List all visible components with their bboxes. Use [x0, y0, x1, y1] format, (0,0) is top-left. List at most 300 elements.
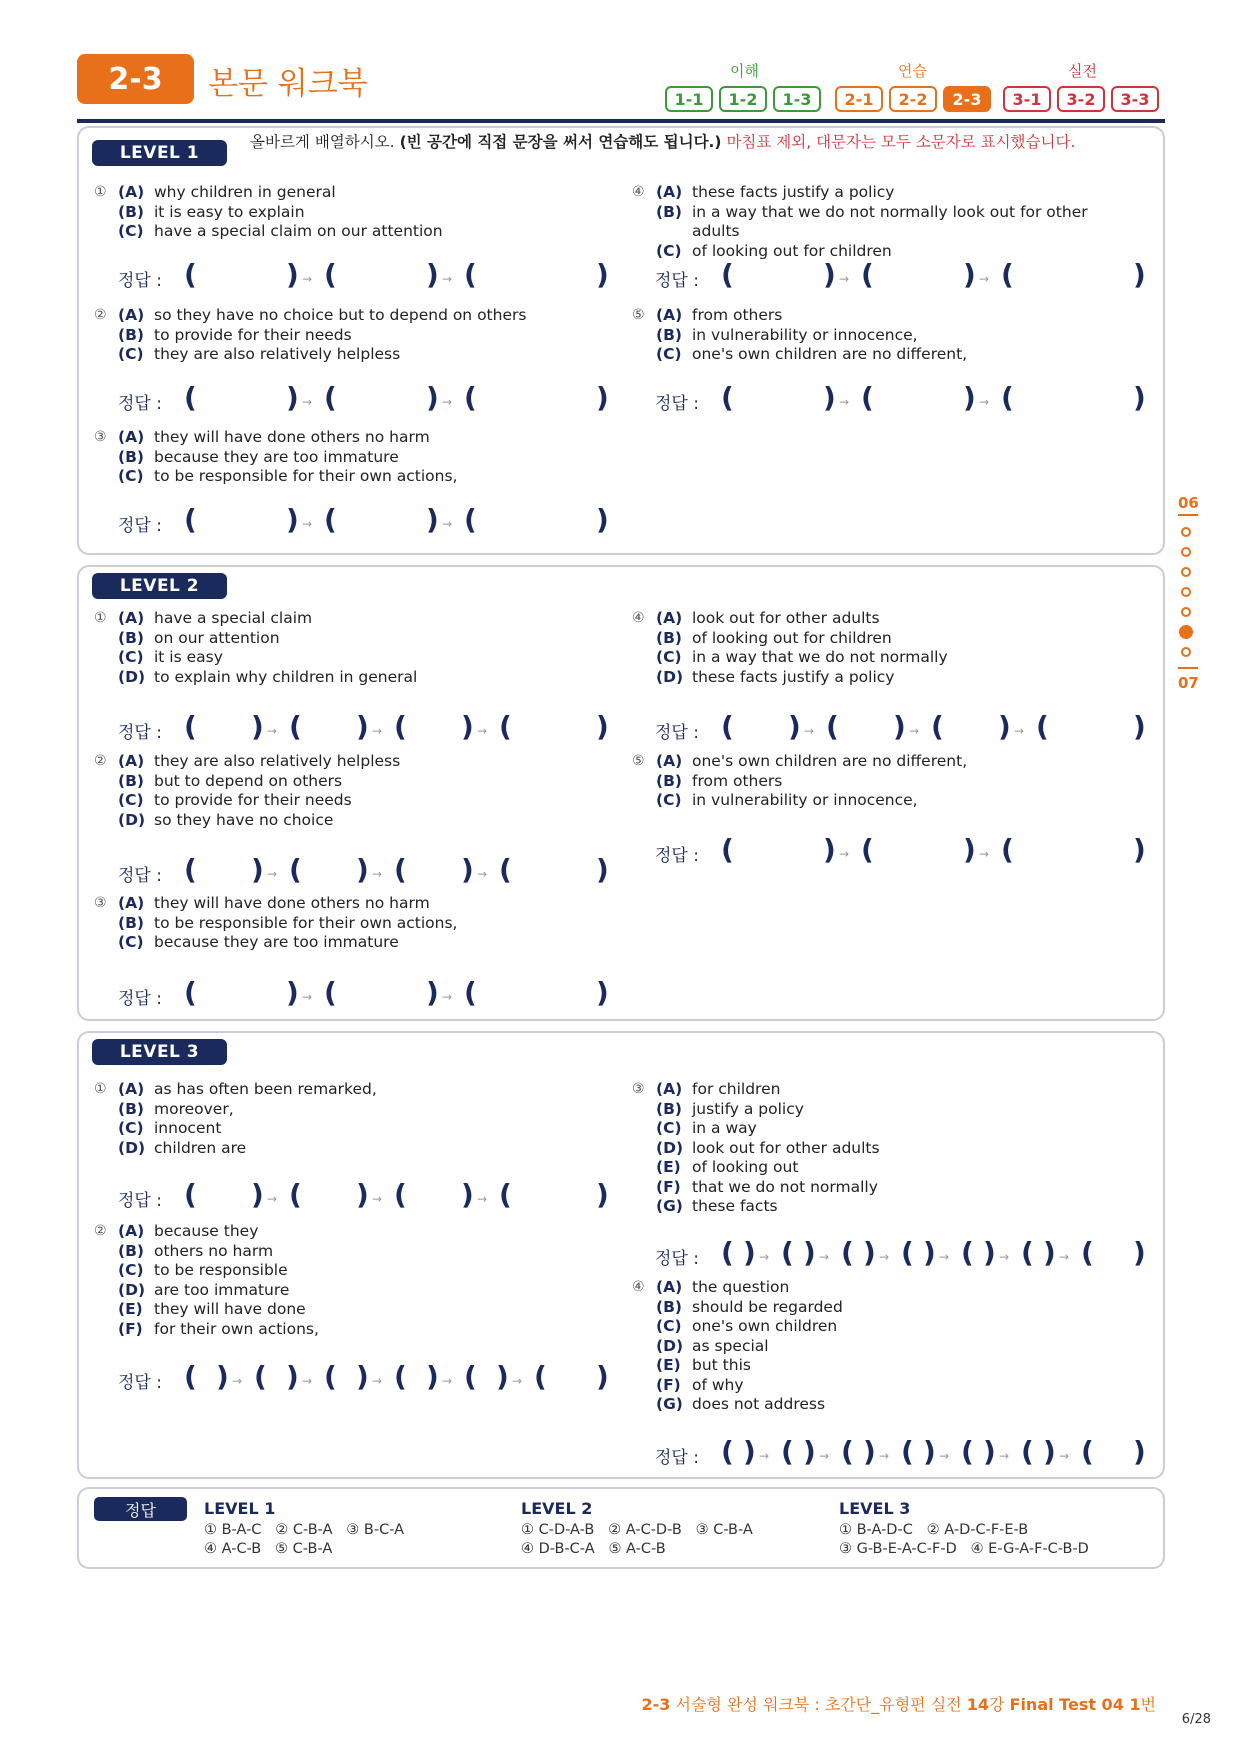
item-options: [118, 752, 400, 830]
close-paren: ): [923, 1435, 936, 1468]
option-text: in a way that we do not normally: [692, 648, 948, 666]
close-paren: ): [863, 1435, 876, 1468]
option-line: [656, 1395, 843, 1415]
close-paren: ): [286, 503, 299, 536]
option-line: [118, 1320, 319, 1340]
arrow-icon: →: [477, 867, 488, 881]
open-paren: (: [961, 1236, 974, 1269]
close-paren: ): [983, 1236, 996, 1269]
arrow-icon: →: [819, 1449, 830, 1463]
option-label: (D): [118, 1280, 146, 1299]
option-label: (C): [118, 1119, 144, 1137]
tab-1-3[interactable]: 1-3: [773, 86, 821, 112]
option-text: to be responsible: [154, 1261, 288, 1279]
open-paren: (: [464, 381, 477, 414]
option-line: [118, 1222, 319, 1242]
side-nav-line-bottom: [1178, 667, 1198, 669]
option-text: does not address: [692, 1395, 826, 1413]
item-options: [118, 609, 417, 687]
arrow-icon: →: [302, 395, 313, 409]
arrow-icon: →: [879, 1250, 890, 1264]
side-nav-dot[interactable]: [1181, 527, 1191, 537]
open-paren: (: [721, 710, 734, 743]
footer-test: Final Test 04 1: [1009, 1695, 1141, 1714]
option-label: (B): [656, 771, 682, 790]
tab-2-3[interactable]: 2-3: [943, 86, 991, 112]
group-label-real: 실전: [1068, 62, 1097, 80]
arrow-icon: →: [442, 517, 453, 531]
option-label: (B): [656, 1099, 682, 1118]
option-line: [118, 1242, 319, 1262]
option-line: [656, 609, 948, 629]
close-paren: ): [426, 381, 439, 414]
item-number: ⑤: [632, 307, 645, 323]
option-line: [118, 467, 457, 487]
option-line: [656, 1197, 880, 1217]
option-label: (A): [118, 894, 145, 912]
open-paren: (: [1001, 833, 1014, 866]
close-paren: ): [596, 1360, 609, 1393]
close-paren: ): [1043, 1236, 1056, 1269]
option-line: [656, 1376, 843, 1396]
footer-text2: 강: [988, 1695, 1010, 1714]
option-label: (A): [118, 428, 145, 446]
option-text: of looking out: [692, 1158, 799, 1176]
option-text: in vulnerability or innocence,: [692, 791, 918, 809]
option-line: [656, 1158, 880, 1178]
item-options: [656, 609, 948, 687]
option-line: [118, 894, 457, 914]
option-label: (C): [118, 467, 144, 485]
tab-3-1[interactable]: 3-1: [1003, 86, 1051, 112]
tab-1-1[interactable]: 1-1: [665, 86, 713, 112]
option-line: [656, 752, 967, 772]
answer-line[interactable]: [655, 1236, 1146, 1272]
arrow-icon: →: [804, 724, 815, 738]
close-paren: ): [596, 503, 609, 536]
open-paren: (: [1081, 1435, 1094, 1468]
open-paren: (: [464, 258, 477, 291]
arrow-icon: →: [1059, 1449, 1070, 1463]
option-line: [656, 222, 1088, 242]
open-paren: (: [394, 1360, 407, 1393]
option-label: (A): [656, 1080, 683, 1098]
close-paren: ): [1043, 1435, 1056, 1468]
close-paren: ): [963, 258, 976, 291]
close-paren: ): [1133, 1435, 1146, 1468]
answer-label: 정답 :: [118, 1191, 162, 1211]
close-paren: ): [596, 381, 609, 414]
open-paren: (: [721, 381, 734, 414]
item-number: ④: [632, 610, 645, 626]
option-label: (B): [118, 325, 144, 344]
option-text: have a special claim: [154, 609, 313, 627]
footer-text: 서술형 완성 워크북 : 초간단_유형편 실전: [670, 1695, 967, 1714]
option-label: (A): [118, 183, 145, 201]
option-text: because they: [154, 1222, 259, 1240]
footer-lesson: 14: [966, 1695, 989, 1714]
option-line: [118, 648, 417, 668]
option-label: (A): [656, 1278, 683, 1296]
open-paren: (: [901, 1435, 914, 1468]
page-number: 6/28: [1181, 1712, 1211, 1727]
option-text: of looking out for children: [692, 628, 892, 647]
option-text: justify a policy: [692, 1099, 804, 1118]
arrow-icon: →: [819, 1250, 830, 1264]
side-nav-dot-current[interactable]: [1179, 625, 1193, 639]
open-paren: (: [721, 258, 734, 291]
open-paren: (: [324, 258, 337, 291]
option-label: (C): [656, 1317, 682, 1335]
level2-label: LEVEL 2: [92, 573, 227, 599]
arrow-icon: →: [232, 1374, 243, 1388]
item-number: ②: [94, 307, 107, 323]
section-badge: 2-3: [77, 54, 194, 104]
tab-3-3[interactable]: 3-3: [1111, 86, 1159, 112]
option-line: [656, 1080, 880, 1100]
close-paren: ): [823, 381, 836, 414]
option-text: to provide for their needs: [154, 791, 352, 809]
option-text: they are also relatively helpless: [154, 752, 401, 770]
option-label: (C): [118, 648, 144, 666]
option-text: they will have done others no harm: [154, 428, 430, 446]
arrow-icon: →: [267, 724, 278, 738]
open-paren: (: [184, 1360, 197, 1393]
option-line: [656, 791, 967, 811]
answer-label: 정답 :: [118, 271, 162, 291]
answer-line[interactable]: [655, 710, 1146, 746]
item-number: ③: [94, 895, 107, 911]
close-paren: ): [983, 1435, 996, 1468]
option-line: [118, 183, 443, 203]
option-line: [118, 1080, 377, 1100]
close-paren: ): [596, 710, 609, 743]
arrow-icon: →: [372, 1374, 383, 1388]
close-paren: ): [286, 1360, 299, 1393]
side-nav-line-top: [1178, 514, 1198, 516]
option-line: [656, 1337, 843, 1357]
option-line: [118, 933, 457, 953]
option-label: (B): [118, 913, 144, 932]
answer-label: 정답 :: [655, 1249, 699, 1269]
open-paren: (: [721, 1236, 734, 1269]
close-paren: ): [893, 710, 906, 743]
option-label: (B): [656, 1297, 682, 1316]
option-line: [118, 326, 526, 346]
option-text: of looking out for children: [692, 241, 892, 260]
close-paren: ): [596, 1178, 609, 1211]
option-label: (F): [656, 1177, 681, 1196]
answer-line[interactable]: [655, 258, 1146, 294]
option-text: these facts justify a policy: [692, 667, 895, 686]
answer-line[interactable]: [118, 976, 609, 1012]
option-label: (C): [656, 791, 682, 809]
option-line: [118, 1300, 319, 1320]
key-level3-line1: ① B-A-D-C ② A-D-C-F-E-B: [839, 1522, 1029, 1538]
option-text: for children: [692, 1080, 781, 1098]
open-paren: (: [781, 1236, 794, 1269]
option-label: (G): [656, 1395, 683, 1413]
open-paren: (: [1036, 710, 1049, 743]
arrow-icon: →: [477, 724, 488, 738]
instruction-main: 올바르게 배열하시오.: [250, 133, 395, 151]
instruction-note: 마침표 제외, 대문자는 모두 소문자로 표시했습니다.: [726, 133, 1076, 151]
answer-line[interactable]: [118, 853, 609, 889]
open-paren: (: [1001, 381, 1014, 414]
option-line: [118, 1139, 377, 1159]
arrow-icon: →: [1059, 1250, 1070, 1264]
option-label: (A): [118, 1222, 145, 1240]
close-paren: ): [356, 1360, 369, 1393]
answer-line[interactable]: [118, 258, 609, 294]
item-options: [118, 428, 457, 487]
option-label: (F): [118, 1319, 143, 1338]
answer-line[interactable]: [655, 1435, 1146, 1471]
footer-caption: [642, 1692, 1157, 1715]
option-text: they are also relatively helpless: [154, 345, 401, 363]
key-level1-line2: ④ A-C-B ⑤ C-B-A: [204, 1541, 333, 1557]
item-number: ④: [632, 1279, 645, 1295]
option-text: for their own actions,: [154, 1319, 319, 1338]
arrow-icon: →: [372, 867, 383, 881]
option-text: one's own children are no different,: [692, 752, 968, 770]
arrow-icon: →: [512, 1374, 523, 1388]
group-label-understand: 이해: [730, 62, 759, 80]
arrow-icon: →: [979, 395, 990, 409]
item-options: [656, 183, 1088, 261]
key-level1-heading: LEVEL 1: [204, 1499, 276, 1518]
group-label-practice: 연습: [898, 62, 927, 80]
open-paren: (: [1081, 1236, 1094, 1269]
arrow-icon: →: [267, 1192, 278, 1206]
open-paren: (: [394, 853, 407, 886]
tab-2-2[interactable]: 2-2: [889, 86, 937, 112]
option-label: (B): [118, 628, 144, 647]
option-text: are too immature: [154, 1280, 290, 1299]
open-paren: (: [721, 833, 734, 866]
arrow-icon: →: [302, 517, 313, 531]
item-options: [656, 1080, 880, 1217]
option-text: these facts justify a policy: [692, 183, 895, 201]
option-label: (D): [656, 667, 684, 686]
arrow-icon: →: [302, 990, 313, 1004]
item-options: [118, 183, 443, 242]
answer-line[interactable]: [655, 381, 1146, 417]
open-paren: (: [499, 853, 512, 886]
option-label: (B): [118, 771, 144, 790]
answer-line[interactable]: [118, 503, 609, 539]
tab-1-2[interactable]: 1-2: [719, 86, 767, 112]
item-options: [118, 1080, 377, 1158]
option-text: as special: [692, 1336, 769, 1355]
side-nav-dot[interactable]: [1181, 607, 1191, 617]
option-label: (B): [118, 202, 144, 221]
side-nav-dot[interactable]: [1181, 567, 1191, 577]
open-paren: (: [826, 710, 839, 743]
option-line: [118, 772, 400, 792]
tab-3-2[interactable]: 3-2: [1057, 86, 1105, 112]
option-line: [656, 306, 967, 326]
close-paren: ): [596, 976, 609, 1009]
item-number: ①: [94, 610, 107, 626]
close-paren: ): [923, 1236, 936, 1269]
option-line: [118, 428, 457, 448]
option-line: [656, 1278, 843, 1298]
close-paren: ): [596, 853, 609, 886]
open-paren: (: [861, 381, 874, 414]
item-options: [118, 1222, 319, 1339]
arrow-icon: →: [372, 1192, 383, 1206]
arrow-icon: →: [879, 1449, 890, 1463]
page-title: 본문 워크북: [208, 66, 368, 102]
open-paren: (: [324, 381, 337, 414]
option-label: (A): [118, 1080, 145, 1098]
item-number: ③: [94, 429, 107, 445]
open-paren: (: [464, 976, 477, 1009]
tab-2-1[interactable]: 2-1: [835, 86, 883, 112]
arrow-icon: →: [442, 395, 453, 409]
close-paren: ): [963, 381, 976, 414]
option-label: (A): [118, 306, 145, 324]
answer-key-label: 정답: [94, 1497, 187, 1521]
close-paren: ): [743, 1236, 756, 1269]
option-text: should be regarded: [692, 1297, 843, 1316]
option-text: one's own children are no different,: [692, 345, 968, 363]
option-label: (A): [118, 609, 145, 627]
arrow-icon: →: [372, 724, 383, 738]
header-divider: [77, 119, 1165, 123]
close-paren: ): [251, 710, 264, 743]
option-label: (C): [656, 1119, 682, 1137]
side-nav-dot[interactable]: [1181, 547, 1191, 557]
option-text: as has often been remarked,: [154, 1080, 377, 1098]
option-label: (A): [656, 609, 683, 627]
option-text: to provide for their needs: [154, 325, 352, 344]
open-paren: (: [324, 976, 337, 1009]
option-line: [118, 609, 417, 629]
side-nav-dot[interactable]: [1181, 647, 1191, 657]
answer-label: 정답 :: [655, 723, 699, 743]
option-label: (C): [656, 345, 682, 363]
arrow-icon: →: [999, 1449, 1010, 1463]
option-line: [656, 1317, 843, 1337]
close-paren: ): [1133, 833, 1146, 866]
option-label: (B): [656, 628, 682, 647]
close-paren: ): [823, 258, 836, 291]
arrow-icon: →: [442, 990, 453, 1004]
option-label: (A): [656, 306, 683, 324]
arrow-icon: →: [909, 724, 920, 738]
close-paren: ): [963, 833, 976, 866]
close-paren: ): [286, 258, 299, 291]
arrow-icon: →: [939, 1250, 950, 1264]
option-line: [656, 1178, 880, 1198]
option-text: innocent: [154, 1119, 222, 1137]
close-paren: ): [823, 833, 836, 866]
option-line: [656, 629, 948, 649]
option-text: they will have done: [154, 1300, 306, 1318]
option-line: [656, 326, 967, 346]
option-line: [118, 914, 457, 934]
close-paren: ): [356, 1178, 369, 1211]
open-paren: (: [394, 710, 407, 743]
key-level2-line1: ① C-D-A-B ② A-C-D-B ③ C-B-A: [521, 1522, 753, 1538]
option-line: [118, 1100, 377, 1120]
open-paren: (: [534, 1360, 547, 1393]
option-text: it is easy to explain: [154, 202, 305, 221]
side-nav-top: 06: [1178, 494, 1199, 512]
option-label: (E): [656, 1158, 681, 1176]
option-text: to explain why children in general: [154, 667, 418, 686]
open-paren: (: [289, 1178, 302, 1211]
option-text: because they are too immature: [154, 447, 399, 466]
option-label: (D): [656, 1138, 684, 1157]
arrow-icon: →: [1014, 724, 1025, 738]
answer-line[interactable]: [118, 710, 609, 746]
answer-label: 정답 :: [118, 1373, 162, 1393]
answer-label: 정답 :: [655, 846, 699, 866]
open-paren: (: [184, 381, 197, 414]
open-paren: (: [841, 1435, 854, 1468]
side-nav-dot[interactable]: [1181, 587, 1191, 597]
option-text: these facts: [692, 1197, 778, 1215]
option-line: [118, 306, 526, 326]
answer-line[interactable]: [118, 1178, 609, 1214]
option-text: so they have no choice but to depend on others: [154, 306, 527, 324]
close-paren: ): [426, 976, 439, 1009]
option-label: (F): [656, 1375, 681, 1394]
open-paren: (: [289, 710, 302, 743]
option-label: (D): [118, 810, 146, 829]
answer-label: 정답 :: [118, 723, 162, 743]
option-label: (A): [118, 752, 145, 770]
close-paren: ): [461, 1178, 474, 1211]
item-options: [118, 306, 526, 365]
open-paren: (: [781, 1435, 794, 1468]
answer-line[interactable]: [118, 381, 609, 417]
option-line: [118, 448, 457, 468]
key-level2-line2: ④ D-B-C-A ⑤ A-C-B: [521, 1541, 666, 1557]
close-paren: ): [251, 853, 264, 886]
option-text: one's own children: [692, 1317, 838, 1335]
option-text: in a way that we do not normally look out for other: [692, 202, 1088, 221]
option-label: (B): [656, 325, 682, 344]
option-label: (A): [656, 183, 683, 201]
option-label: [656, 222, 692, 242]
key-level3-line2: ③ G-B-E-A-C-F-D ④ E-G-A-F-C-B-D: [839, 1541, 1089, 1557]
close-paren: ): [461, 853, 474, 886]
open-paren: (: [184, 258, 197, 291]
answer-line[interactable]: [655, 833, 1146, 869]
arrow-icon: →: [979, 847, 990, 861]
option-label: (G): [656, 1197, 683, 1215]
option-text: children are: [154, 1138, 247, 1157]
open-paren: (: [184, 853, 197, 886]
arrow-icon: →: [839, 395, 850, 409]
level1-label: LEVEL 1: [92, 140, 227, 166]
arrow-icon: →: [759, 1250, 770, 1264]
option-text: from others: [692, 306, 783, 324]
option-label: (C): [118, 1261, 144, 1279]
item-number: ③: [632, 1081, 645, 1097]
close-paren: ): [863, 1236, 876, 1269]
open-paren: (: [721, 1435, 734, 1468]
option-line: [118, 345, 526, 365]
key-level1-line1: ① B-A-C ② C-B-A ③ B-C-A: [204, 1522, 405, 1538]
answer-label: 정답 :: [655, 394, 699, 414]
option-text: to be responsible for their own actions,: [154, 467, 458, 485]
answer-line[interactable]: [118, 1360, 609, 1396]
